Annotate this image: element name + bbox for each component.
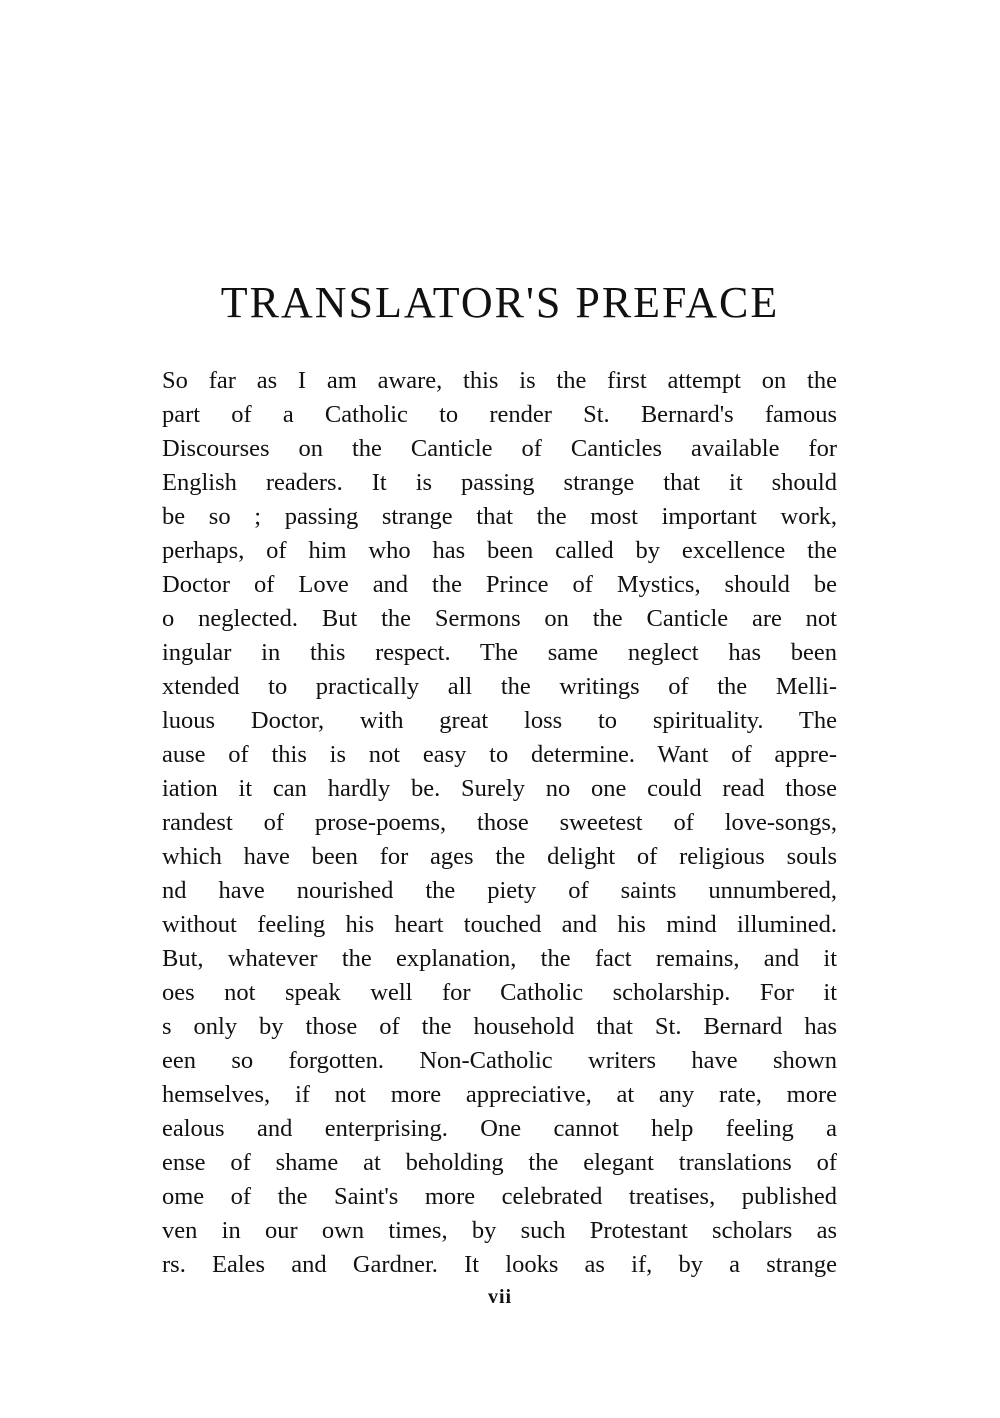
text-line: ause of this is not easy to determine. Want of appre- [162, 741, 837, 768]
page-number: vii [487, 1286, 513, 1308]
text-line: Discourses on the Canticle of Canticles available for [162, 435, 837, 462]
preface-body [162, 364, 837, 1282]
text-line: Doctor of Love and the Prince of Mystics, should be [162, 571, 837, 598]
text-line: part of a Catholic to render St. Bernard's famous [162, 401, 837, 428]
text-line: o neglected. But the Sermons on the Canticle are not [162, 605, 837, 632]
text-line: nd have nourished the piety of saints unnumbered, [162, 877, 837, 904]
text-line: oes not speak well for Catholic scholarship. For it [162, 979, 837, 1006]
page-title: TRANSLATOR'S PREFACE [220, 278, 780, 327]
text-line: xtended to practically all the writings of the Melli- [162, 673, 837, 700]
text-line: iation it can hardly be. Surely no one could read those [162, 775, 837, 802]
text-line: s only by those of the household that St. Bernard has [162, 1013, 837, 1040]
text-line: which have been for ages the delight of religious souls [162, 843, 837, 870]
text-line: ealous and enterprising. One cannot help feeling a [162, 1115, 837, 1142]
text-line: be so ; passing strange that the most important work, [162, 503, 837, 530]
text-line: perhaps, of him who has been called by excellence the [162, 537, 837, 564]
text-line: ense of shame at beholding the elegant translations of [162, 1149, 837, 1176]
text-line: without feeling his heart touched and his mind illumined. [162, 911, 837, 938]
text-line: rs. Eales and Gardner. It looks as if, by a strange [162, 1251, 837, 1278]
text-line: ingular in this respect. The same neglect has been [162, 639, 837, 666]
text-line: ome of the Saint's more celebrated treatises, published [162, 1183, 837, 1210]
text-line: English readers. It is passing strange that it should [162, 469, 837, 496]
text-line: But, whatever the explanation, the fact remains, and it [162, 945, 837, 972]
text-line: ven in our own times, by such Protestant scholars as [162, 1217, 837, 1244]
text-line: So far as I am aware, this is the first attempt on the [162, 367, 837, 394]
text-line: hemselves, if not more appreciative, at any rate, more [162, 1081, 837, 1108]
text-line: luous Doctor, with great loss to spirituality. The [162, 707, 837, 734]
text-line: randest of prose-poems, those sweetest of love-songs, [162, 809, 837, 836]
text-line: een so forgotten. Non-Catholic writers have shown [162, 1047, 837, 1074]
